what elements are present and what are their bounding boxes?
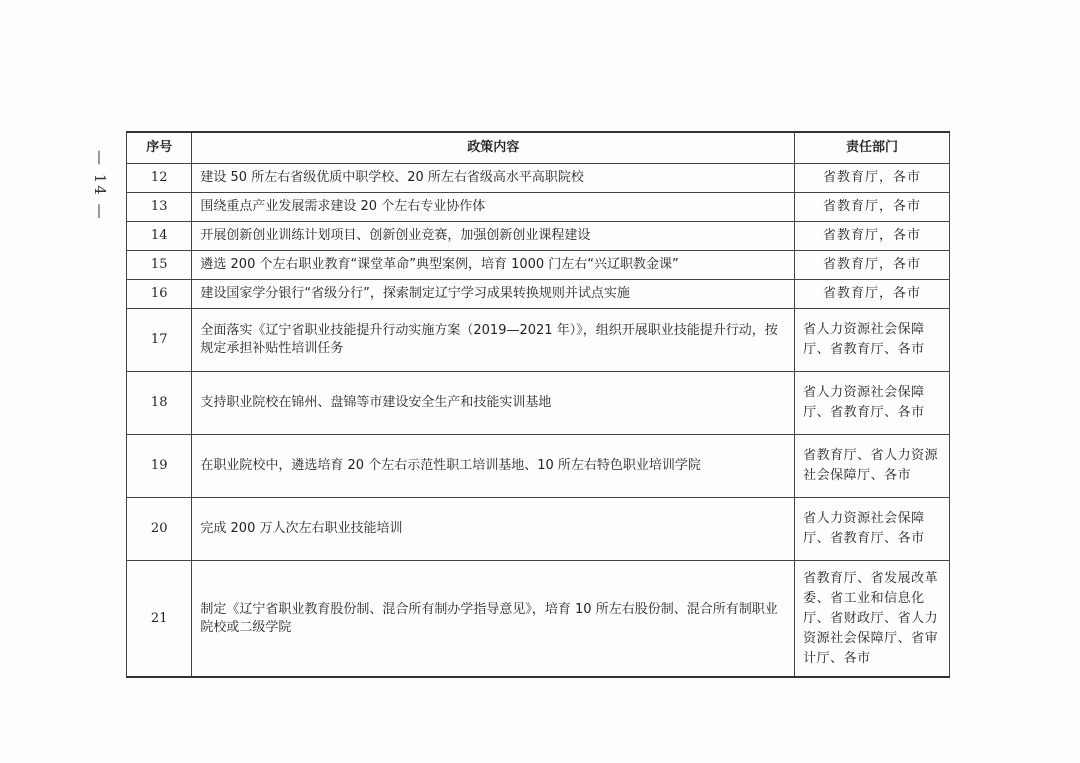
table-row <box>127 561 950 678</box>
row-department: 省教育厅，各市 <box>795 193 950 222</box>
row-department: 省教育厅，各市 <box>795 222 950 251</box>
row-department: 省人力资源社会保障厅、省教育厅、各市 <box>795 372 950 435</box>
table-row <box>127 435 950 498</box>
row-content: 全面落实《辽宁省职业技能提升行动实施方案（2019—2021 年）》，组织开展职业技能提升行动，按规定承担补贴性培训任务 <box>192 309 795 372</box>
row-department: 省教育厅、省发展改革委、省工业和信息化厅、省财政厅、省人力资源社会保障厅、省审计厅、各市 <box>795 561 950 678</box>
row-department: 省教育厅、省人力资源社会保障厅、各市 <box>795 435 950 498</box>
table-row <box>127 193 950 222</box>
row-seq: 21 <box>127 561 192 678</box>
row-seq: 16 <box>127 280 192 309</box>
table-row <box>127 251 950 280</box>
policy-table <box>126 131 950 678</box>
page-number: — 14 — <box>91 149 109 221</box>
header-seq: 序号 <box>127 132 192 164</box>
row-content: 遴选 200 个左右职业教育“课堂革命”典型案例，培育 1000 门左右“兴辽职教金课” <box>192 251 795 280</box>
row-content: 围绕重点产业发展需求建设 20 个左右专业协作体 <box>192 193 795 222</box>
table-row <box>127 164 950 193</box>
row-department: 省教育厅，各市 <box>795 251 950 280</box>
row-department: 省教育厅，各市 <box>795 280 950 309</box>
row-seq: 17 <box>127 309 192 372</box>
table-row <box>127 372 950 435</box>
row-department: 省教育厅，各市 <box>795 164 950 193</box>
row-content: 建设 50 所左右省级优质中职学校、20 所左右省级高水平高职院校 <box>192 164 795 193</box>
row-seq: 18 <box>127 372 192 435</box>
header-department: 责任部门 <box>795 132 950 164</box>
row-seq: 12 <box>127 164 192 193</box>
row-content: 制定《辽宁省职业教育股份制、混合所有制办学指导意见》，培育 10 所左右股份制、混合所有制职业院校或二级学院 <box>192 561 795 678</box>
row-seq: 20 <box>127 498 192 561</box>
row-content: 建设国家学分银行“省级分行”，探索制定辽宁学习成果转换规则并试点实施 <box>192 280 795 309</box>
row-seq: 14 <box>127 222 192 251</box>
row-seq: 15 <box>127 251 192 280</box>
row-department: 省人力资源社会保障厅、省教育厅、各市 <box>795 309 950 372</box>
row-content: 开展创新创业训练计划项目、创新创业竞赛，加强创新创业课程建设 <box>192 222 795 251</box>
table-row <box>127 222 950 251</box>
row-seq: 13 <box>127 193 192 222</box>
table-row <box>127 498 950 561</box>
table-row <box>127 309 950 372</box>
row-content: 在职业院校中，遴选培育 20 个左右示范性职工培训基地、10 所左右特色职业培训学院 <box>192 435 795 498</box>
row-content: 完成 200 万人次左右职业技能培训 <box>192 498 795 561</box>
table-header-row <box>127 132 950 164</box>
row-seq: 19 <box>127 435 192 498</box>
row-content: 支持职业院校在锦州、盘锦等市建设安全生产和技能实训基地 <box>192 372 795 435</box>
table-row <box>127 280 950 309</box>
row-department: 省人力资源社会保障厅、省教育厅、各市 <box>795 498 950 561</box>
header-content: 政策内容 <box>192 132 795 164</box>
